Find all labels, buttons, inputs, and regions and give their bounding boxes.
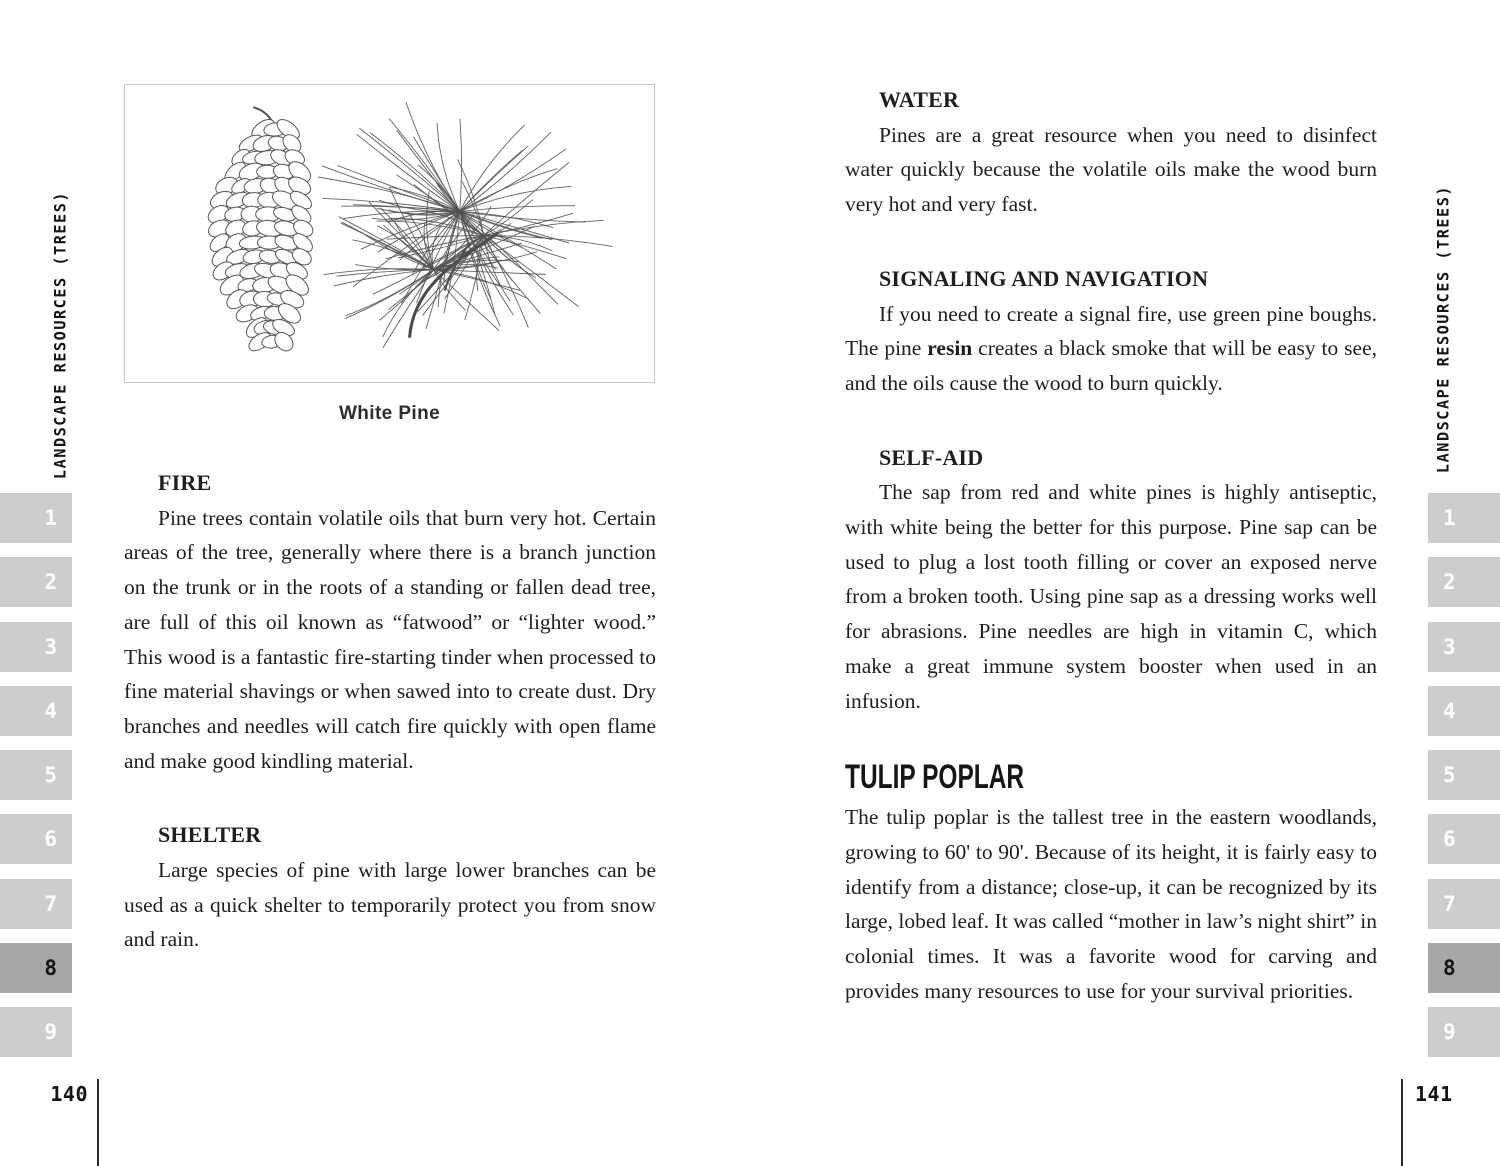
tab-number: 2 <box>1443 570 1456 594</box>
thumb-tab-left-8-active <box>0 943 72 993</box>
section-signaling-and-navigation <box>845 262 1377 401</box>
section-heading-shelter: SHELTER <box>158 822 262 848</box>
section-heading-self-aid: SELF-AID <box>879 444 984 470</box>
thumb-tab-left-6 <box>0 814 72 864</box>
section-body-fire: Pine trees contain volatile oils that burn very hot. Certain areas of the tree, generally where there is a branch junction on the trunk or in the roots of a standing or fallen dead tree, are full of this oil known as “fatwood” or “lighter wood.” This wood is a fantastic fire-starting tinder when processed to fine material shavings or when sawed into to create dust. Dry branches and needles will catch fire quickly with open flame and make good kindling material. <box>124 505 656 773</box>
section-body-self-aid: The sap from red and white pines is highly antiseptic, with white being the better for this purpose. Pine sap can be used to plug a lost tooth filling or cover an exposed nerve from a broken tooth. Using pine sap as a dressing works well for abrasions. Pine needles are high in vitamin C, which make a great immune system booster when used in an infusion. <box>845 480 1377 713</box>
section-heading-fire: FIRE <box>158 470 212 495</box>
chapter-heading-tulip-poplar: TULIP POPLAR <box>845 758 1025 797</box>
folio-rule-left <box>97 1079 99 1166</box>
thumb-tab-left-5 <box>0 750 72 800</box>
thumb-tab-right-6 <box>1428 814 1500 864</box>
page-number-right: 141 <box>1415 1082 1453 1106</box>
tab-number: 6 <box>1443 827 1456 851</box>
thumb-tab-right-2 <box>1428 557 1500 607</box>
thumb-tab-left-2 <box>0 557 72 607</box>
tab-number: 2 <box>44 570 57 594</box>
chapter-tulip-poplar <box>845 758 1377 1008</box>
chapter-label-left: LANDSCAPE RESOURCES (TREES) <box>50 190 70 480</box>
thumb-tab-right-9 <box>1428 1007 1500 1057</box>
tab-number: 9 <box>44 1020 57 1044</box>
section-heading-signaling: SIGNALING AND NAVIGATION <box>879 265 1209 291</box>
folio-rule-right <box>1401 1079 1403 1166</box>
tab-number: 7 <box>1443 892 1456 916</box>
section-water <box>845 83 1377 222</box>
tab-number: 8 <box>1443 956 1456 980</box>
thumb-tab-left-1 <box>0 493 72 543</box>
white-pine-figure <box>124 84 655 383</box>
chapter-body-tulip-poplar: The tulip poplar is the tallest tree in the eastern woodlands, growing to 60' to 90'. Because of its height, it is fairly easy to identify from a distance; close-up, it can be recognized by its large, lobed leaf. It was called “mother in law’s night shirt” in colonial times. It was a favorite wood for carving and provides many resources to use for your survival priorities. <box>845 805 1377 1003</box>
tab-number: 7 <box>44 892 57 916</box>
thumb-tab-left-3 <box>0 622 72 672</box>
tab-number: 6 <box>44 827 57 851</box>
section-fire <box>124 466 656 778</box>
thumb-tab-right-3 <box>1428 622 1500 672</box>
tab-number: 4 <box>1443 699 1456 723</box>
thumb-tab-right-7 <box>1428 879 1500 929</box>
thumb-tab-left-7 <box>0 879 72 929</box>
right-page-text-column <box>845 83 1377 1008</box>
tab-number: 3 <box>44 635 57 659</box>
section-heading-water: WATER <box>879 87 960 112</box>
thumb-tab-right-1 <box>1428 493 1500 543</box>
emphasized-word-resin: resin <box>927 336 973 361</box>
section-shelter <box>124 818 656 957</box>
section-self-aid <box>845 441 1377 719</box>
tab-number: 8 <box>44 956 57 980</box>
page-number-left: 140 <box>50 1082 88 1106</box>
section-body-water: Pines are a great resource when you need to disinfect water quickly because the volatile oils make the wood burn very hot and very fast. <box>845 122 1377 217</box>
thumb-tab-right-4 <box>1428 686 1500 736</box>
tab-number: 1 <box>44 506 57 530</box>
figure-caption: White Pine <box>338 403 441 424</box>
left-page-text-column <box>124 466 656 957</box>
tab-number: 9 <box>1443 1020 1456 1044</box>
tab-number: 3 <box>1443 635 1456 659</box>
white-pine-illustration <box>125 85 654 382</box>
tab-number: 1 <box>1443 506 1456 530</box>
tab-number: 5 <box>1443 763 1456 787</box>
section-body-signaling <box>845 297 1377 401</box>
tab-number: 4 <box>44 699 57 723</box>
tab-number: 5 <box>44 763 57 787</box>
thumb-tab-left-4 <box>0 686 72 736</box>
thumb-tab-right-5 <box>1428 750 1500 800</box>
thumb-tab-right-8-active <box>1428 943 1500 993</box>
chapter-label-right: LANDSCAPE RESOURCES (TREES) <box>1433 184 1453 474</box>
body-text: creates a black smoke that will be easy to see, and the oils cause the wood to burn quickly. <box>845 336 1377 395</box>
body-text: If you need to create a signal fire, use green pine boughs. The pine <box>845 301 1377 361</box>
thumb-tab-left-9 <box>0 1007 72 1057</box>
section-body-shelter: Large species of pine with large lower branches can be used as a quick shelter to temporarily protect you from snow and rain. <box>124 858 656 952</box>
